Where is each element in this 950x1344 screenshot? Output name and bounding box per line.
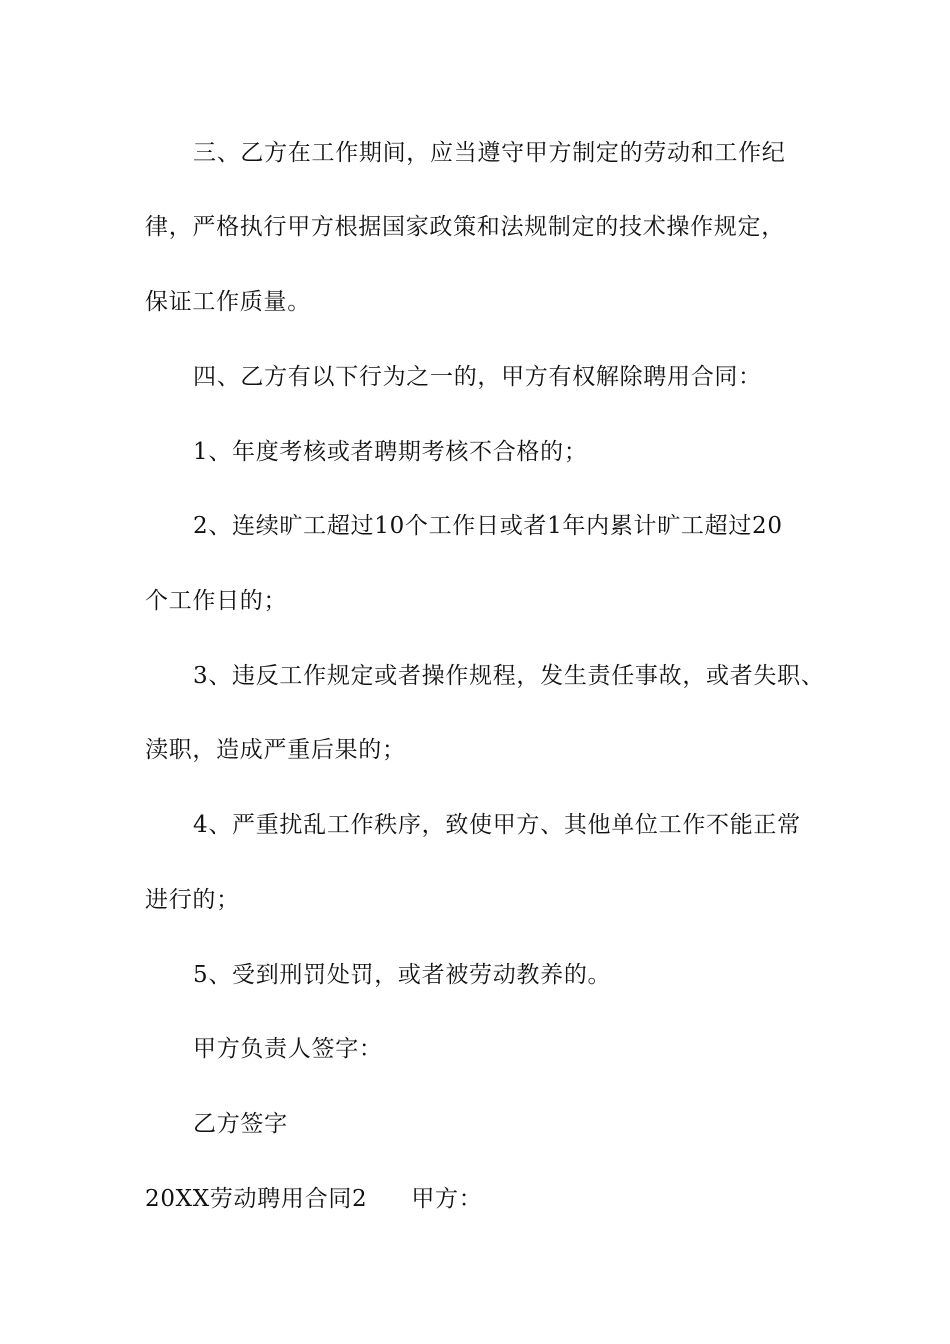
list-item-line: 2、连续旷工超过10个工作日或者1年内累计旷工超过20 (193, 513, 783, 539)
list-item-line: 渎职，造成严重后果的； (145, 737, 406, 763)
footer-line (145, 1184, 482, 1214)
list-item-line: 3、违反工作规定或者操作规程，发生责任事故，或者失职、 (193, 663, 825, 689)
signature-label-party-b: 乙方签字 (193, 1111, 288, 1137)
list-item-line: 1、年度考核或者聘期考核不合格的； (193, 439, 588, 465)
paragraph-line: 三、乙方在工作期间，应当遵守甲方制定的劳动和工作纪 (193, 140, 786, 166)
signature-label-party-a: 甲方负责人签字： (193, 1036, 383, 1062)
paragraph-line: 四、乙方有以下行为之一的，甲方有权解除聘用合同： (193, 364, 762, 390)
next-contract-title: 20XX劳动聘用合同2 (145, 1186, 368, 1212)
paragraph-line: 律，严格执行甲方根据国家政策和法规制定的技术操作规定， (145, 214, 785, 240)
party-a-label: 甲方： (411, 1186, 483, 1212)
list-item-line: 5、受到刑罚处罚，或者被劳动教养的。 (193, 962, 612, 988)
list-item-line: 进行的； (145, 887, 240, 913)
list-item-line: 4、严重扰乱工作秩序，致使甲方、其他单位工作不能正常 (193, 812, 801, 838)
list-item-line: 个工作日的； (145, 588, 288, 614)
paragraph-line: 保证工作质量。 (145, 289, 311, 315)
